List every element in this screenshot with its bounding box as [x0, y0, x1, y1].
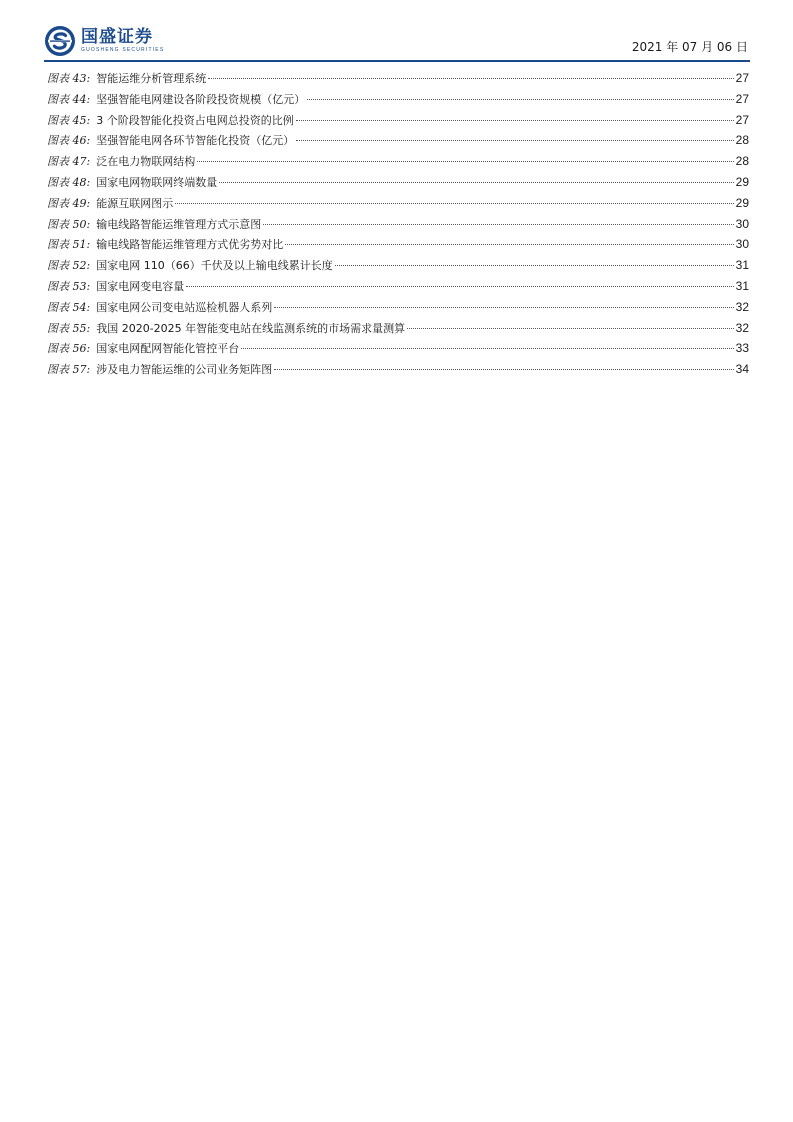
toc-entry[interactable] — [47, 151, 749, 172]
toc-entry-label: 图表 50: — [47, 217, 91, 231]
toc-entry[interactable] — [47, 276, 749, 297]
toc-entry-page[interactable]: 28 — [735, 154, 749, 169]
toc-entry-label: 图表 57: — [47, 363, 91, 377]
toc-dot-leader — [219, 181, 733, 183]
toc-entry-page[interactable]: 32 — [735, 320, 749, 335]
toc-entry-label: 图表 52: — [47, 259, 91, 273]
page-header — [44, 24, 750, 62]
toc-entry[interactable] — [47, 172, 749, 193]
toc-entry[interactable] — [47, 68, 749, 89]
toc-entry[interactable] — [47, 110, 749, 131]
toc-entry-page[interactable]: 30 — [735, 237, 749, 252]
toc-entry-label: 图表 47: — [47, 155, 91, 169]
toc-entry-label: 图表 44: — [47, 92, 91, 106]
toc-dot-leader — [274, 306, 733, 308]
toc-entry[interactable] — [47, 297, 749, 318]
logo-text — [81, 28, 164, 54]
toc-entry-title[interactable]: 智能运维分析管理系统 — [96, 72, 207, 85]
toc-entry-page[interactable]: 30 — [735, 216, 749, 231]
toc-dot-leader — [197, 160, 733, 162]
figure-index — [47, 68, 749, 380]
toc-entry-label: 图表 55: — [47, 321, 91, 335]
header-divider — [44, 60, 750, 62]
toc-entry[interactable] — [47, 130, 749, 151]
toc-entry-page[interactable]: 29 — [735, 195, 749, 210]
report-date: 2021 年 07 月 06 日 — [631, 40, 748, 54]
toc-entry-page[interactable]: 34 — [735, 362, 749, 377]
toc-dot-leader — [263, 223, 733, 225]
toc-entry[interactable] — [47, 338, 749, 359]
toc-entry-page[interactable]: 27 — [735, 91, 749, 106]
toc-entry-label: 图表 54: — [47, 300, 91, 314]
toc-entry-title[interactable]: 输电线路智能运维管理方式示意图 — [96, 217, 262, 231]
toc-dot-leader — [186, 285, 733, 287]
toc-entry-title[interactable]: 能源互联网图示 — [96, 196, 174, 210]
toc-entry-title[interactable]: 3 个阶段智能化投资占电网总投资的比例 — [96, 113, 294, 127]
toc-entry-label: 图表 46: — [47, 134, 91, 148]
toc-entry[interactable] — [47, 193, 749, 214]
toc-entry[interactable] — [47, 359, 749, 380]
toc-entry-title[interactable]: 国家电网 110（66）千伏及以上输电线累计长度 — [96, 259, 333, 273]
toc-entry-label: 图表 53: — [47, 279, 91, 293]
toc-entry-title[interactable]: 我国 2020-2025 年智能变电站在线监测系统的市场需求量测算 — [96, 321, 406, 335]
toc-entry-page[interactable]: 29 — [735, 174, 749, 189]
toc-entry-title[interactable]: 国家电网变电容量 — [96, 279, 185, 293]
toc-entry-label: 图表 48: — [47, 175, 91, 189]
toc-dot-leader — [335, 264, 734, 266]
guosheng-logo-icon — [44, 25, 76, 57]
toc-dot-leader — [407, 327, 733, 329]
logo-english-name: GUOSHENG SECURITIES — [81, 47, 165, 53]
toc-dot-leader — [175, 202, 733, 204]
toc-entry-page[interactable]: 28 — [735, 133, 749, 148]
toc-entry-title[interactable]: 坚强智能电网建设各阶段投资规模（亿元） — [96, 92, 306, 106]
toc-entry-title[interactable]: 国家电网公司变电站巡检机器人系列 — [96, 300, 273, 314]
toc-entry-page[interactable]: 32 — [735, 299, 749, 314]
toc-entry-page[interactable]: 31 — [735, 278, 749, 293]
toc-entry-label: 图表 45: — [47, 113, 91, 127]
toc-entry-label: 图表 43: — [47, 72, 91, 85]
toc-entry[interactable] — [47, 318, 749, 339]
toc-entry-page[interactable]: 33 — [735, 341, 749, 356]
toc-entry-label: 图表 49: — [47, 196, 91, 210]
toc-entry[interactable] — [47, 214, 749, 235]
toc-entry-label: 图表 51: — [47, 238, 91, 252]
toc-dot-leader — [208, 77, 733, 79]
toc-entry-page[interactable]: 31 — [735, 258, 749, 273]
toc-dot-leader — [307, 98, 733, 100]
toc-dot-leader — [296, 139, 733, 141]
toc-entry[interactable] — [47, 255, 749, 276]
toc-entry-title[interactable]: 坚强智能电网各环节智能化投资（亿元） — [96, 134, 295, 148]
toc-dot-leader — [274, 368, 733, 370]
toc-entry-title[interactable]: 泛在电力物联网结构 — [96, 155, 196, 169]
toc-entry-label: 图表 56: — [47, 342, 91, 356]
toc-entry-page[interactable]: 27 — [735, 71, 749, 85]
toc-entry-title[interactable]: 输电线路智能运维管理方式优劣势对比 — [96, 238, 284, 252]
toc-dot-leader — [296, 119, 734, 121]
toc-entry[interactable] — [47, 234, 749, 255]
toc-dot-leader — [285, 243, 733, 245]
toc-entry[interactable] — [47, 89, 749, 110]
toc-entry-title[interactable]: 国家电网配网智能化管控平台 — [96, 342, 240, 356]
toc-entry-title[interactable]: 国家电网物联网终端数量 — [96, 175, 218, 189]
toc-dot-leader — [241, 347, 733, 349]
toc-entry-title[interactable]: 涉及电力智能运维的公司业务矩阵图 — [96, 363, 273, 377]
logo-chinese-name: 国盛证券 — [81, 27, 153, 47]
company-logo — [44, 24, 164, 58]
toc-entry-page[interactable]: 27 — [735, 112, 749, 127]
